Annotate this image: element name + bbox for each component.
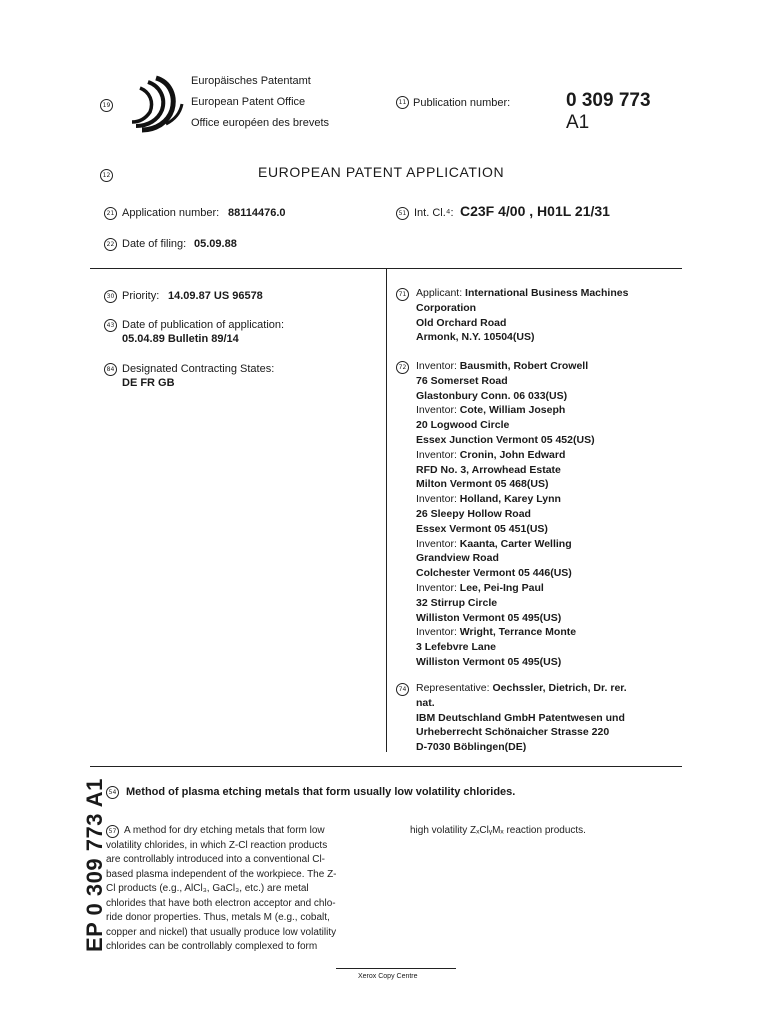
inventor-label: Inventor: <box>416 626 460 639</box>
epo-logo <box>126 74 184 136</box>
publication-date-label: Date of publication of application: <box>122 319 285 331</box>
abstract-line: A method for dry etching metals that form low <box>124 825 325 836</box>
priority-label: Priority: <box>122 290 160 302</box>
code-circle-11: 11 <box>396 96 409 109</box>
inventor-label: Inventor: <box>416 404 460 417</box>
inventor-label: Inventor: <box>416 581 460 594</box>
representative-block <box>416 681 627 755</box>
abstract-left <box>106 824 378 955</box>
abstract-line: ride donor properties. Thus, metals M (e.g., cobalt, <box>106 912 330 923</box>
inventor-address: Glastonbury Conn. 06 033(US) <box>416 389 568 402</box>
applicant-name: International Business Machines <box>465 287 629 299</box>
designated-states-label: Designated Contracting States: <box>122 363 275 375</box>
code-circle-72: 72 <box>396 361 409 374</box>
code-circle-54: 54 <box>106 786 119 799</box>
code-circle-22: 22 <box>104 238 117 251</box>
code-circle-74: 74 <box>396 683 409 696</box>
invention-title: Method of plasma etching metals that form usually low volatility chlorides. <box>126 786 516 798</box>
footer-rule <box>336 968 456 969</box>
title-rule <box>90 766 682 767</box>
filing-date-label: Date of filing: <box>122 238 187 250</box>
inventor-label: Inventor: <box>416 448 460 461</box>
applicant-line: Old Orchard Road <box>416 316 507 329</box>
representative-name: Oechssler, Dietrich, Dr. rer. <box>492 682 627 694</box>
application-number-label: Application number: <box>122 207 220 219</box>
publication-kind: A1 <box>566 112 590 133</box>
publication-date-value: 05.04.89 Bulletin 89/14 <box>122 333 239 345</box>
code-circle-30: 30 <box>104 290 117 303</box>
code-circle-84: 84 <box>104 363 117 376</box>
application-number: 88114476.0 <box>228 207 286 219</box>
inventor-name: Kaanta, Carter Welling <box>459 537 572 550</box>
inventor-address: Essex Vermont 05 451(US) <box>416 522 548 535</box>
inventor-label: Inventor: <box>416 360 460 372</box>
code-circle-71: 71 <box>396 288 409 301</box>
inventor-address: 32 Stirrup Circle <box>416 596 498 609</box>
inventor-name: Cote, William Joseph <box>459 404 566 417</box>
inventor-name: Cronin, John Edward <box>459 448 566 461</box>
inventor-address: 76 Somerset Road <box>416 374 508 387</box>
abstract-line: volatility chlorides, in which Z-Cl reaction products <box>106 839 328 851</box>
office-name-en: European Patent Office <box>191 96 306 108</box>
inventor-name: Bausmith, Robert Crowell <box>459 360 589 372</box>
inventor-address: 26 Sleepy Hollow Road <box>416 507 531 520</box>
inventor-name: Wright, Terrance Monte <box>459 626 577 639</box>
abstract-line: are controllably introduced into a conventional Cl- <box>106 854 326 865</box>
footer-text: Xerox Copy Centre <box>358 973 418 980</box>
code-circle-57: 57 <box>106 825 119 838</box>
representative-line: Urheberrecht Schönaicher Strasse 220 <box>416 726 610 739</box>
publication-number: 0 309 773 <box>566 90 651 111</box>
document-type: EUROPEAN PATENT APPLICATION <box>258 164 505 180</box>
inventor-address: 20 Logwood Circle <box>416 419 510 432</box>
inventor-name: Lee, Pei-Ing Paul <box>459 581 544 594</box>
inventor-address: Grandview Road <box>416 552 499 565</box>
abstract-right: high volatility ZₓClᵧMₓ reaction products. <box>410 825 586 836</box>
inventor-address: RFD No. 3, Arrowhead Estate <box>416 463 561 476</box>
code-circle-21: 21 <box>104 207 117 220</box>
code-circle-51: 51 <box>396 207 409 220</box>
designated-states-value: DE FR GB <box>122 377 175 389</box>
applicant-line: Armonk, N.Y. 10504(US) <box>416 331 535 344</box>
inventor-address: Colchester Vermont 05 446(US) <box>416 567 572 580</box>
inventor-address: Williston Vermont 05 495(US) <box>416 655 562 668</box>
applicant-label: Applicant: <box>416 287 463 299</box>
code-circle-19: 19 <box>100 99 113 112</box>
publication-number-label: Publication number: <box>413 97 511 109</box>
inventor-name: Holland, Karey Lynn <box>459 493 561 506</box>
inventor-address: Milton Vermont 05 468(US) <box>416 478 549 491</box>
representative-label: Representative: <box>416 682 490 694</box>
column-divider <box>386 268 387 752</box>
applicant-line: Corporation <box>416 301 477 314</box>
abstract-line: chlorides can be controllably complexed to form <box>106 941 318 952</box>
int-cl-value: C23F 4/00 , H01L 21/31 <box>460 203 610 219</box>
office-name-fr: Office européen des brevets <box>191 117 329 129</box>
office-names <box>191 74 329 131</box>
filing-date: 05.09.88 <box>194 238 237 250</box>
code-circle-43: 43 <box>104 319 117 332</box>
abstract-line: copper and nickel) that usually produce low volatility <box>106 926 337 938</box>
representative-line: IBM Deutschland GmbH Patentwesen und <box>416 711 625 724</box>
code-circle-12: 12 <box>100 169 113 182</box>
inventor-address: Essex Junction Vermont 05 452(US) <box>416 433 595 446</box>
inventor-label: Inventor: <box>416 493 460 506</box>
inventor-address: Williston Vermont 05 495(US) <box>416 611 562 624</box>
representative-line: nat. <box>416 696 435 709</box>
abstract-line: chlorides that have both electron acceptor and chlo- <box>106 897 336 909</box>
int-cl-label: Int. Cl.⁴: <box>414 207 454 219</box>
abstract-line: Cl products (e.g., AlCl₃, GaCl₃, etc.) are metal <box>106 883 309 894</box>
inventor-address: 3 Lefebvre Lane <box>416 641 496 654</box>
priority-value: 14.09.87 US 96578 <box>168 290 263 302</box>
inventor-block <box>416 359 595 670</box>
representative-line: D-7030 Böblingen(DE) <box>416 741 527 754</box>
abstract-line: based plasma independent of the workpiece. The Z- <box>106 868 337 880</box>
inventor-label: Inventor: <box>416 537 460 550</box>
side-publication-code: EP 0 309 773 A1 <box>82 778 107 952</box>
office-name-de: Europäisches Patentamt <box>191 75 311 87</box>
applicant-block <box>416 286 628 345</box>
